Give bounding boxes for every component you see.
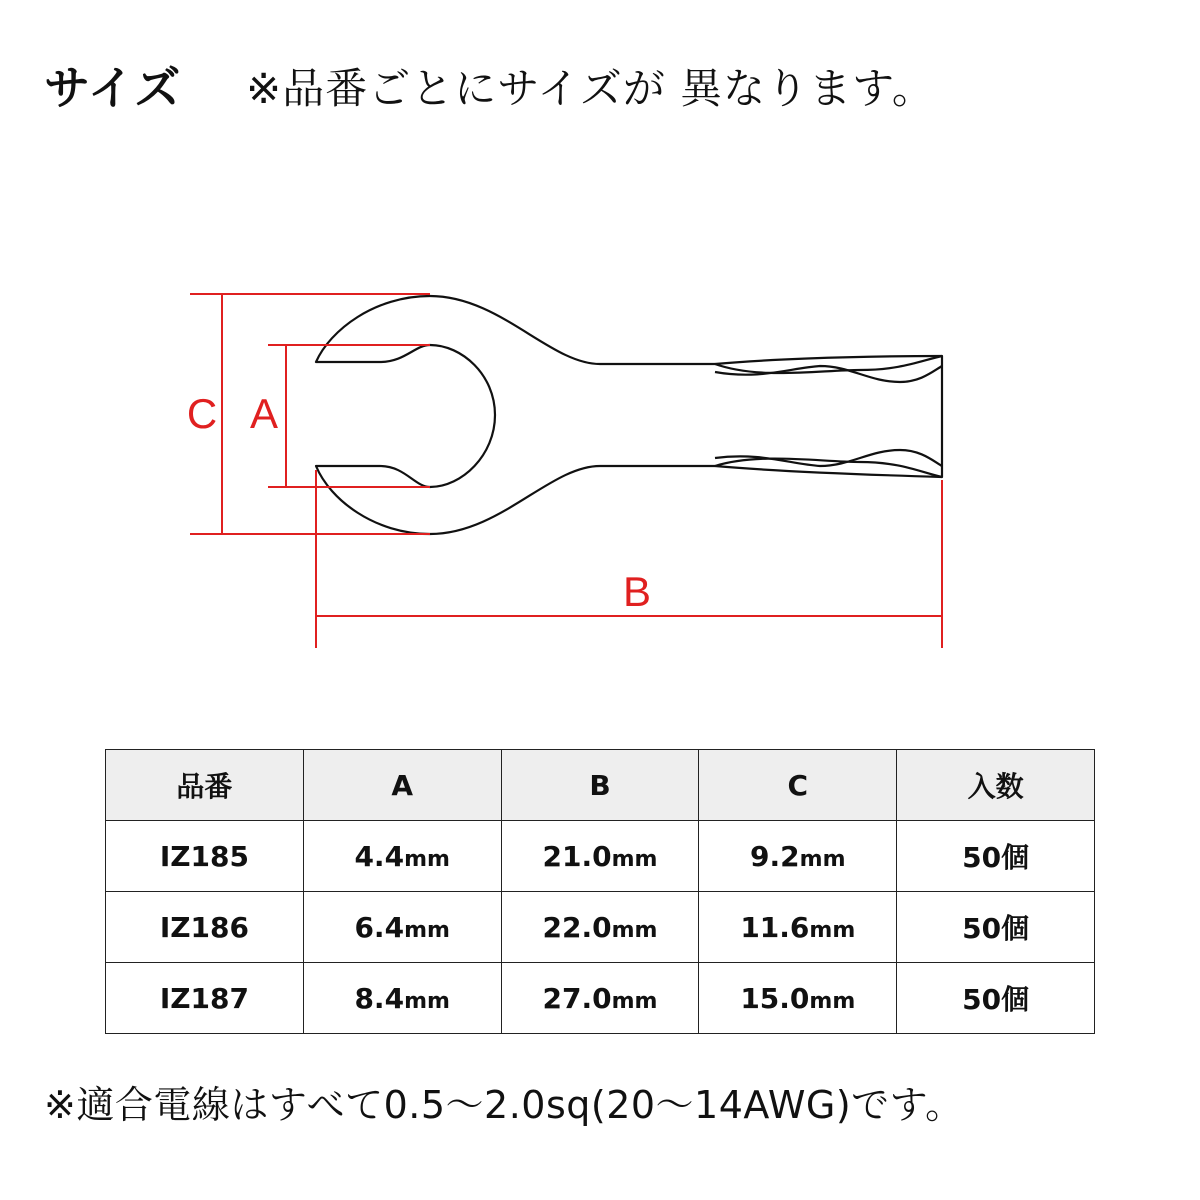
cell-qty: 50個 — [897, 821, 1095, 892]
dimension-c — [190, 294, 430, 534]
cell-qty: 50個 — [897, 892, 1095, 963]
size-note: ※品番ごとにサイズが 異なります。 — [246, 64, 935, 113]
cell-qty: 50個 — [897, 963, 1095, 1034]
spade-terminal-outline — [316, 296, 942, 534]
dimension-b — [316, 470, 942, 648]
label-b: B — [622, 568, 652, 615]
cell-a: 8.4mm — [303, 963, 501, 1034]
cell-c: 15.0mm — [699, 963, 897, 1034]
size-spec-table — [105, 749, 1095, 1034]
cell-c: 11.6mm — [699, 892, 897, 963]
cell-a: 4.4mm — [303, 821, 501, 892]
col-header-qty: 入数 — [897, 750, 1095, 821]
cell-c: 9.2mm — [699, 821, 897, 892]
col-header-a: A — [303, 750, 501, 821]
compatible-wire-note: ※適合電線はすべて0.5〜2.0sq(20〜14AWG)です。 — [44, 1083, 964, 1127]
label-a: A — [249, 390, 279, 437]
cell-b: 27.0mm — [501, 963, 699, 1034]
cell-part: IZ187 — [106, 963, 304, 1034]
col-header-part: 品番 — [106, 750, 304, 821]
label-c: C — [186, 390, 218, 437]
table-row — [106, 963, 1095, 1034]
cell-a: 6.4mm — [303, 892, 501, 963]
cell-part: IZ186 — [106, 892, 304, 963]
cell-part: IZ185 — [106, 821, 304, 892]
table-row — [106, 821, 1095, 892]
page-title: サイズ — [44, 61, 182, 115]
cell-b: 21.0mm — [501, 821, 699, 892]
table-header-row — [106, 750, 1095, 821]
cell-b: 22.0mm — [501, 892, 699, 963]
table-row — [106, 892, 1095, 963]
col-header-b: B — [501, 750, 699, 821]
col-header-c: C — [699, 750, 897, 821]
